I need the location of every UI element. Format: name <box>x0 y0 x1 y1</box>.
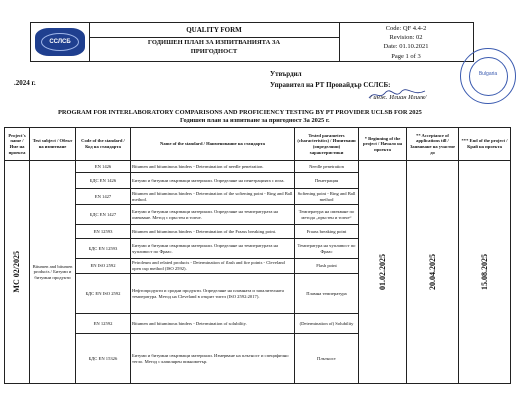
program-title-bg: Годишен план за изпитване за пригодност За 2025 г. <box>180 117 330 124</box>
row-code: БДС EN 15326 <box>76 334 131 384</box>
document-title-line2: ПРИГОДНОСТ <box>190 48 238 55</box>
row-name: Битуми и битумни свързващи материали. Измерване на плътност и специфично тегло. Метод с капилярен пикнометър. <box>131 334 295 384</box>
document-title-line1: ГОДИШЕН ПЛАН ЗА ИЗПИТВАНИЯТА ЗА <box>147 39 281 46</box>
logo-text: ССЛСБ <box>49 39 71 45</box>
acceptance-date: 20.04.2025 <box>427 254 437 290</box>
program-title-en: PROGRAM FOR INTERLABORATORY COMPARISONS AND PROFICIENCY TESTING BY PT PROVIDER UCLSB FOR 2025 <box>58 109 422 116</box>
year-note: .2024 г. <box>14 79 36 87</box>
row-parameter: Пламна температура <box>295 274 359 314</box>
row-code: EN 1426 <box>76 161 131 173</box>
row-parameter: (Determination of) Solubility <box>295 314 359 334</box>
form-header <box>30 22 474 62</box>
code-cell <box>339 23 473 62</box>
program-table <box>4 127 511 384</box>
stamp-text: Bulgaria <box>478 71 498 77</box>
row-parameter: Плътност <box>295 334 359 384</box>
row-code: EN 12592 <box>76 314 131 334</box>
organization-logo <box>35 28 85 56</box>
row-name: Битуми и битумни свързващи материали. Определяне на температурата на омекване. Метод с пръстен и топче. <box>131 205 295 225</box>
row-parameter: Softening point - Ring and Ball method <box>295 189 359 205</box>
row-code: EN ISO 2592 <box>76 259 131 274</box>
header-acceptance: ** Acceptance of applications till / Заявяване на участие до <box>407 128 459 161</box>
approval-line1: Утвърдил <box>270 70 302 78</box>
row-code: EN 12593 <box>76 225 131 239</box>
begin-cell <box>359 161 407 384</box>
row-code: БДС EN 12593 <box>76 239 131 259</box>
table-row <box>5 161 511 173</box>
row-code: БДС EN 1426 <box>76 173 131 189</box>
project-cell <box>5 161 30 384</box>
end-date: 15.08.2025 <box>479 254 489 290</box>
end-cell <box>459 161 511 384</box>
row-code: EN 1427 <box>76 189 131 205</box>
form-date: Date: 01.10.2021 <box>383 43 429 51</box>
header-begin: * Beginning of the project / Начало на проекта <box>359 128 407 161</box>
form-code: Code: QF 4.4-2 <box>385 25 427 32</box>
row-name: Bitumen and bituminous binders - Determination of solubility. <box>131 314 295 334</box>
header-code: Code of the standard / Код на стандарта <box>76 128 131 161</box>
row-parameter: Пенетрация <box>295 173 359 189</box>
approval-line2: Управител на РТ Провайдър ССЛСБ: <box>270 81 391 89</box>
logo-cell <box>31 23 90 61</box>
header-project: Project's name / Име на проекта <box>5 128 30 161</box>
header-name: Name of the standard / Наименование на стандарта <box>131 128 295 161</box>
document-title <box>89 38 339 56</box>
table-header-row <box>5 128 511 161</box>
row-parameter: Fraass breaking point <box>295 225 359 239</box>
acceptance-cell <box>407 161 459 384</box>
row-name: Bitumen and bituminous binders - Determination of needle penetration. <box>131 161 295 173</box>
row-code: БДС EN ISO 2592 <box>76 274 131 314</box>
form-revision: Revision: 02 <box>389 34 423 42</box>
row-name: Bitumen and bituminous binders - Determination of the softening point - Ring and Ball method. <box>131 189 295 205</box>
begin-date: 01.02.2025 <box>377 254 387 290</box>
header-subject: Test subject / Обект на изпитване <box>30 128 76 161</box>
row-name: Petroleum and related products - Determination of flash and fire points - Cleveland open cup method (ISO 2592). <box>131 259 295 274</box>
form-title: QUALITY FORM <box>89 23 339 38</box>
project-name: MC 02/2025 <box>12 251 21 293</box>
row-parameter: Температура на омекване по метода „пръстен и топче“ <box>295 205 359 225</box>
header-end: *** End of the project / Край на проекта <box>459 128 511 161</box>
row-code: БДС EN 1427 <box>76 205 131 225</box>
row-parameter: Flash point <box>295 259 359 274</box>
approval-line3: / инж. Илиан Илиев/ <box>370 94 427 101</box>
subject-cell: Bitumen and bitumen products / Битуми и битумни продукти <box>30 161 76 384</box>
row-parameter: Needle penetration <box>295 161 359 173</box>
official-stamp <box>460 48 516 104</box>
row-name: Нефтопродукти и сродни продукти. Определяне на пламната и запалителната температура. Метод на Cleveland в открит тигел (ISO 2592:2017). <box>131 274 295 314</box>
row-name: Bitumen and bituminous binders - Determination of the Fraass breaking point. <box>131 225 295 239</box>
row-parameter: Температура на чупливост по Фраас <box>295 239 359 259</box>
header-parameters: Tested parameters (characteristics) / Изпитвани (определяни) характеристики <box>295 128 359 161</box>
title-cell <box>89 23 340 61</box>
row-name: Битуми и битумни свързващи материали. Определяне на пенетрацията с игла. <box>131 173 295 189</box>
page-number: Page 1 of 3 <box>391 52 421 60</box>
row-name: Битуми и битумни свързващи материали. Определяне на температурата на чупливост по Фраас. <box>131 239 295 259</box>
